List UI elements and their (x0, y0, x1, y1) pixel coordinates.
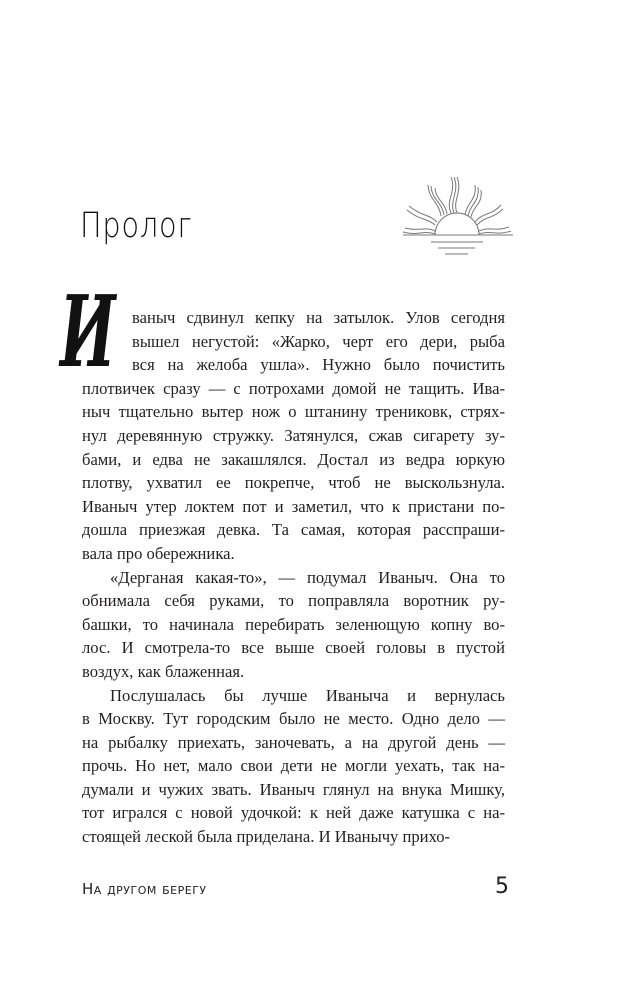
text-line: вся на желоба ушла». Нужно было почистить (132, 355, 505, 375)
chapter-title: Пролог (80, 206, 193, 246)
text-line: воздух, как блаженная. (82, 661, 245, 681)
text-line: на рыбалку приехать, заночевать, а на другой день — (82, 732, 505, 752)
text-line: «Дерганая какая-то», — подумал Иваныч. Она то (110, 567, 505, 587)
sunset-icon (395, 140, 520, 265)
drop-cap: И (60, 275, 116, 390)
page-number: 5 (495, 874, 509, 899)
text-line: Иваныч утер локтем пот и заметил, что к пристани по- (82, 496, 505, 516)
text-line: дошла приезжая девка. Та самая, которая расспраши- (82, 520, 505, 540)
text-line: вала про обережника. (82, 543, 235, 563)
text-line: бами, и едва не закашлялся. Достал из ведра юркую (82, 449, 505, 469)
text-line: Послушалась бы лучше Иваныча и вернулась (110, 685, 505, 705)
text-line: обнимала себя руками, то поправляла воротник ру- (82, 591, 505, 611)
text-line: в Москву. Тут городским было не место. Одно дело — (82, 709, 505, 729)
text-line: плотву, ухватил ее покрепче, чтоб не выскользнула. (82, 473, 505, 493)
text-line: тот игрался с новой удочкой: к ней даже катушка с на- (82, 803, 505, 823)
text-line: вышел негустой: «Жарко, черт его дери, рыба (132, 331, 505, 351)
text-line: лос. И смотрела-то все выше своей головы в пустой (82, 638, 505, 658)
running-footer-title: На другом берегу (82, 880, 207, 898)
text-line: нул деревянную стружку. Затянулся, сжав сигарету зу- (82, 425, 505, 445)
body-text (82, 306, 505, 849)
text-line: прочь. Но нет, мало свои дети не могли уехать, так на- (82, 756, 505, 776)
text-line: башки, то начинала перебирать зеленющую копну во- (82, 614, 505, 634)
text-line: плотвичек сразу — с потрохами домой не тащить. Ива- (82, 378, 505, 398)
text-line: ныч тщательно вытер нож о штанину трениковк, стрях- (82, 402, 505, 422)
text-line: стоящей леской была приделана. И Иванычу прихо- (82, 827, 451, 847)
text-line: ваныч сдвинул кепку на затылок. Улов сегодня (132, 308, 505, 327)
text-line: думали и чужих звать. Иваныч глянул на внука Мишку, (82, 779, 505, 799)
